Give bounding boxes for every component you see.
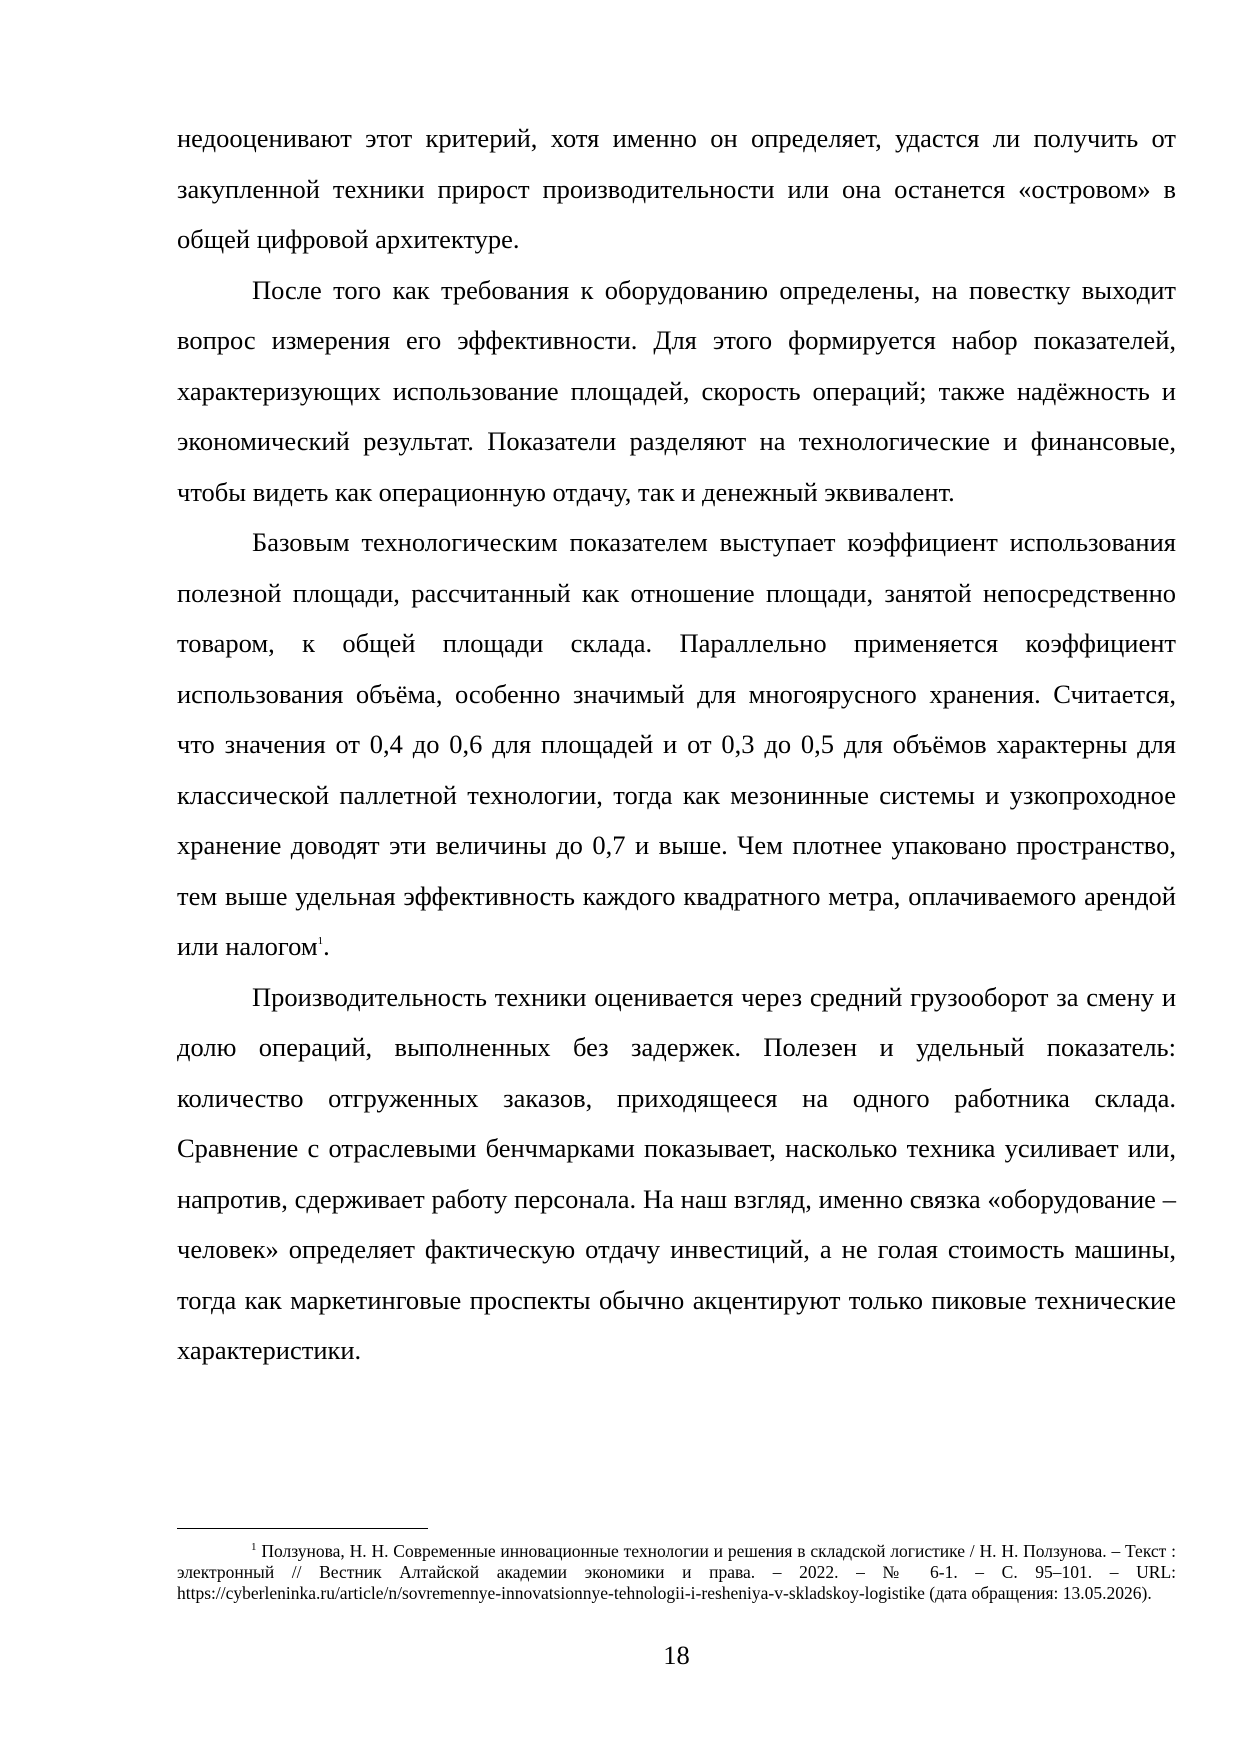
body-text [177,113,1176,1376]
footnote-text: Ползунова, Н. Н. Современные инновационные технологии и решения в складской логистике / Н. Н. Ползунова. – Текст : электронный // Вестник Алтайской академии экономики и права. – 2022. – № 6-1. – С. 95–101. – URL: https://cyberleninka.ru/article/n/sovremennye-innovatsionnye-tehnologii-i-resheniya-v-skladskoy-logistike (дата обращения: 13.05.2026). [177,1541,1176,1603]
paragraph-3-end: . [323,931,330,961]
paragraph-3-text: Базовым технологическим показателем выступает коэффициент использования полезной площади, рассчитанный как отношение площади, занятой непосредственно товаром, к общей площади склада. Параллельно применяется коэффициент использования объёма, особенно значимый для многоярусного хранения. Считается, что значения от 0,4 до 0,6 для площадей и от 0,3 до 0,5 для объёмов характерны для классической паллетной технологии, тогда как мезонинные системы и узкопроходное хранение доводят эти величины до 0,7 и выше. Чем плотнее упаковано пространство, тем выше удельная эффективность каждого квадратного метра, оплачиваемого арендой или налогом [177,527,1176,961]
footnote-separator [177,1528,428,1529]
footnote-reference[interactable]: 1 [317,935,324,947]
paragraph-3 [177,517,1176,972]
footnote [177,1541,1176,1604]
page-number: 18 [663,1640,690,1670]
footnote-marker: 1 [251,1541,257,1553]
paragraph-4: Производительность техники оценивается через средний грузооборот за смену и долю операций, выполненных без задержек. Полезен и удельный показатель: количество отгруженных заказов, приходящееся на одного работника склада. Сравнение с отраслевыми бенчмарками показывает, насколько техника усиливает или, напротив, сдерживает работу персонала. На наш взгляд, именно связка «оборудование – человек» определяет фактическую отдачу инвестиций, а не голая стоимость машины, тогда как маркетинговые проспекты обычно акцентируют только пиковые технические характеристики. [177,981,1176,1365]
footnote-paragraph [177,1541,1176,1604]
paragraph-2: После того как требования к оборудованию определены, на повестку выходит вопрос измерения его эффективности. Для этого формируется набор показателей, характеризующих использование площадей, скорость операций; также надёжность и экономический результат. Показатели разделяют на технологические и финансовые, чтобы видеть как операционную отдачу, так и денежный эквивалент. [177,274,1176,507]
paragraph-1: недооценивают этот критерий, хотя именно он определяет, удастся ли получить от закупленной техники прирост производительности или она останется «островом» в общей цифровой архитектуре. [177,123,1176,254]
